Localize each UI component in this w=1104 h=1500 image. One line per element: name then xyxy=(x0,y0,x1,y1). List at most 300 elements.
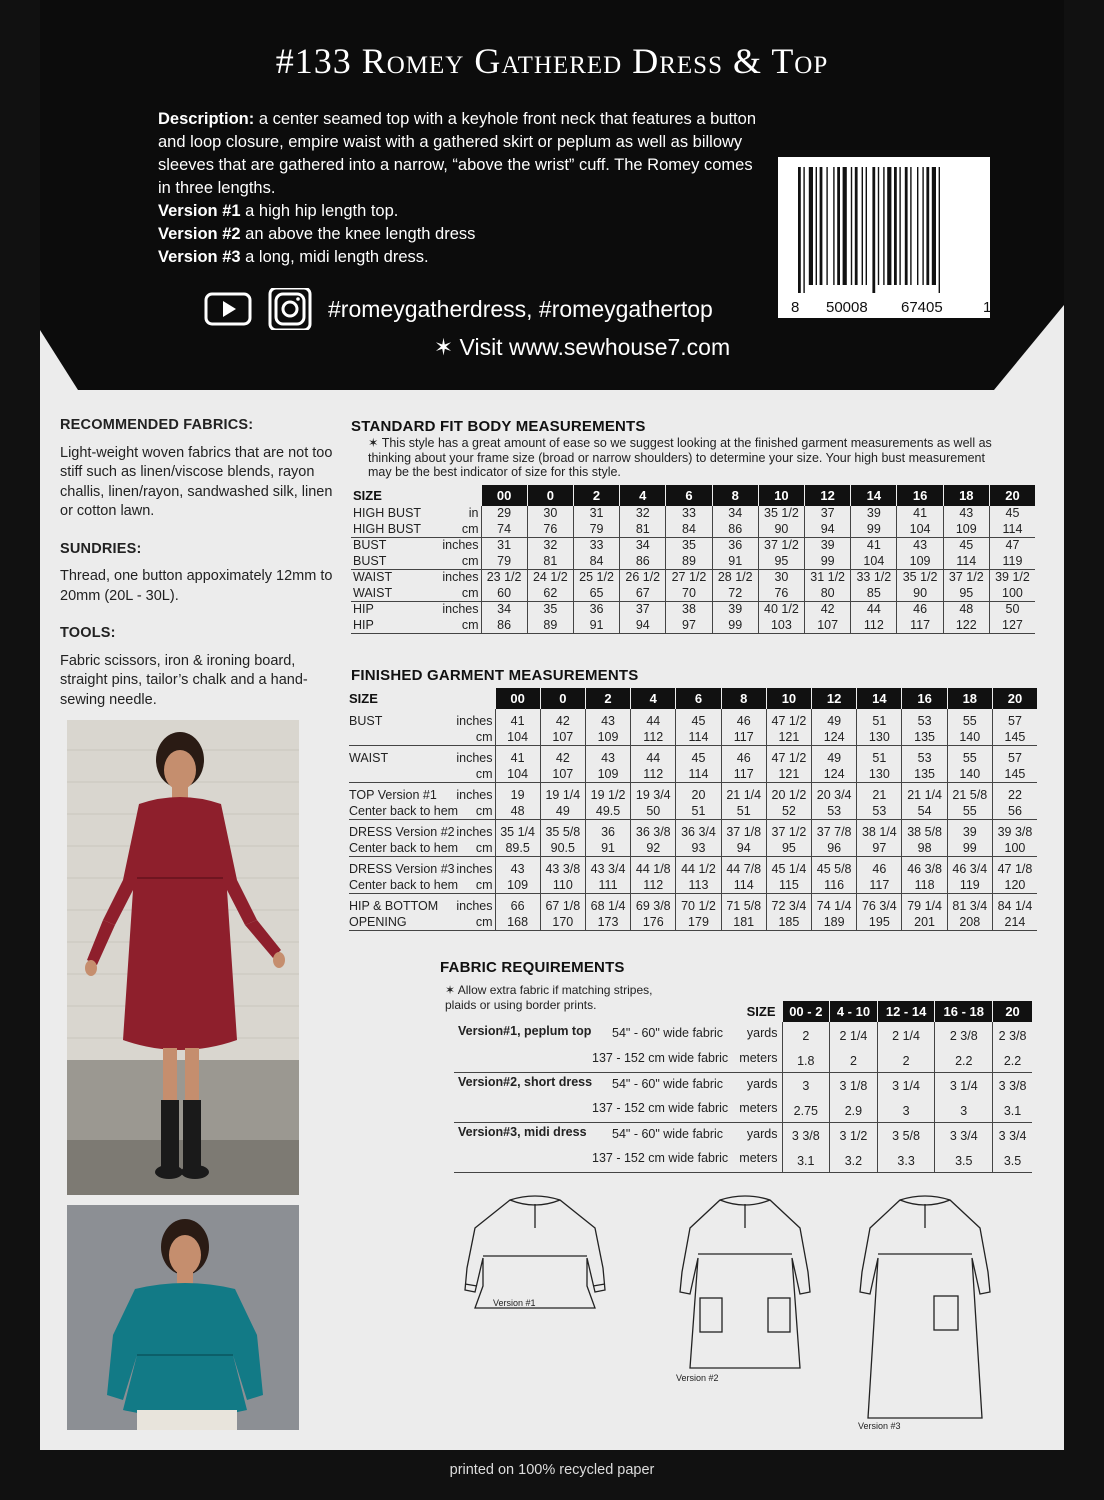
table-cell: 114 xyxy=(943,554,989,570)
table-cell: 109 xyxy=(495,878,540,894)
table-cell: 32 xyxy=(527,538,573,554)
row-label-text: HIGH BUST xyxy=(353,506,422,520)
table-cell: 29 xyxy=(481,506,527,522)
row-unit: cm xyxy=(475,840,493,855)
table-row xyxy=(351,522,1035,538)
barcode xyxy=(778,157,990,318)
table-cell: 19 1/4 xyxy=(540,783,585,804)
table-cell: 79 xyxy=(481,554,527,570)
barcode-bar xyxy=(932,167,936,285)
table-cell: 107 xyxy=(540,730,585,746)
row-label xyxy=(351,570,481,586)
table-cell: 44 xyxy=(631,746,676,767)
row-unit: inches xyxy=(456,825,493,839)
size-col-header: 00 xyxy=(495,688,540,709)
row-label-text: WAIST xyxy=(349,751,389,765)
row-unit: cm xyxy=(475,729,493,744)
table-cell: 2 xyxy=(877,1047,935,1072)
size-col-header: 6 xyxy=(676,688,721,709)
table-cell: 84 xyxy=(666,522,712,538)
sketch-label-v1: Version #1 xyxy=(493,1298,536,1308)
table-cell: 117 xyxy=(857,878,902,894)
table-cell: 35 5/8 xyxy=(540,820,585,841)
table-cell: 122 xyxy=(943,618,989,634)
table-row xyxy=(454,1147,1032,1172)
table-cell: 30 xyxy=(527,506,573,522)
header-panel xyxy=(40,0,1064,390)
row-label-text: WAIST xyxy=(353,585,393,600)
table-cell: 179 xyxy=(676,915,721,931)
table-cell: 21 xyxy=(857,783,902,804)
table-cell: 145 xyxy=(992,730,1037,746)
table-cell: 69 3/8 xyxy=(631,894,676,915)
table-cell: 95 xyxy=(758,554,804,570)
size-col-header: 18 xyxy=(947,688,992,709)
table-cell: 124 xyxy=(812,730,857,746)
sketch-version-2 xyxy=(680,1196,810,1368)
table-cell: 67 1/8 xyxy=(540,894,585,915)
row-label xyxy=(349,767,495,783)
table-cell: 31 xyxy=(481,538,527,554)
table-cell: 90 xyxy=(897,586,943,602)
size-header-label: SIZE xyxy=(349,690,378,706)
table-cell: 124 xyxy=(812,767,857,783)
size-col-header: 16 - 18 xyxy=(935,1001,993,1022)
sundries-text: Thread, one button appoximately 12mm to 20mm (20L - 30L). xyxy=(60,568,333,604)
barcode-bar xyxy=(872,167,875,293)
table-cell: 76 xyxy=(527,522,573,538)
table-row xyxy=(351,586,1035,602)
table-cell: 99 xyxy=(851,522,897,538)
table-cell: 53 xyxy=(902,709,947,730)
table-cell: 189 xyxy=(812,915,857,931)
table-cell: 79 1/4 xyxy=(902,894,947,915)
version-2-text: an above the knee length dress xyxy=(245,225,476,243)
barcode-digit-check: 1 xyxy=(983,299,992,316)
table-cell: 130 xyxy=(857,730,902,746)
table-cell: 36 3/4 xyxy=(676,820,721,841)
row-unit: inches xyxy=(442,570,479,584)
barcode-bar xyxy=(816,167,817,285)
table-cell: 97 xyxy=(666,618,712,634)
table-cell: 97 xyxy=(857,841,902,857)
sketch-version-1 xyxy=(465,1196,605,1308)
table-cell: 44 7/8 xyxy=(721,857,766,878)
fabric-width: 137 - 152 cm wide fabric xyxy=(592,1151,729,1165)
table-cell: 109 xyxy=(897,554,943,570)
tools-heading: TOOLS: xyxy=(60,625,116,641)
fabric-unit: yards xyxy=(746,1126,778,1141)
hashtags: #romeygatherdress, #romeygathertop xyxy=(328,295,713,322)
size-col-header: 14 xyxy=(851,485,897,506)
table-cell: 21 1/4 xyxy=(721,783,766,804)
row-label xyxy=(349,783,495,804)
version-3-label: Version #3 xyxy=(158,248,241,266)
table-cell: 99 xyxy=(712,618,758,634)
row-label-text: HIGH BUST xyxy=(353,521,422,536)
table-cell: 107 xyxy=(805,618,851,634)
table-cell: 24 1/2 xyxy=(527,570,573,586)
table-cell: 81 xyxy=(527,554,573,570)
table-cell: 26 1/2 xyxy=(620,570,666,586)
fabric-unit: yards xyxy=(746,1026,778,1040)
table-cell: 2 3/8 xyxy=(935,1022,993,1047)
fabric-width: 54" - 60" wide fabric xyxy=(612,1026,724,1040)
table-cell: 104 xyxy=(851,554,897,570)
table-cell: 39 xyxy=(851,506,897,522)
table-cell: 37 1/2 xyxy=(943,570,989,586)
barcode-bar xyxy=(826,167,827,285)
table-cell: 62 xyxy=(527,586,573,602)
row-label xyxy=(349,746,495,767)
table-cell: 96 xyxy=(812,841,857,857)
table-cell: 118 xyxy=(902,878,947,894)
table-cell: 47 1/8 xyxy=(992,857,1037,878)
table-cell: 111 xyxy=(585,878,630,894)
table-cell: 55 xyxy=(947,746,992,767)
size-col-header: 10 xyxy=(766,688,811,709)
table-cell: 46 xyxy=(721,746,766,767)
size-header-row xyxy=(351,485,1035,506)
table-cell: 119 xyxy=(947,878,992,894)
table-cell: 51 xyxy=(857,746,902,767)
row-unit: cm xyxy=(475,766,493,781)
size-col-header: 12 xyxy=(805,485,851,506)
table-cell: 100 xyxy=(989,586,1035,602)
table-cell: 20 1/2 xyxy=(766,783,811,804)
table-cell: 43 xyxy=(897,538,943,554)
table-cell: 181 xyxy=(721,915,766,931)
table-cell: 3 3/4 xyxy=(993,1122,1032,1147)
barcode-bar xyxy=(887,167,891,285)
table-cell: 130 xyxy=(857,767,902,783)
table-cell: 104 xyxy=(495,730,540,746)
size-col-header: 00 xyxy=(481,485,527,506)
table-cell: 40 1/2 xyxy=(758,602,804,618)
table-cell: 25 1/2 xyxy=(573,570,619,586)
table-cell: 43 3/4 xyxy=(585,857,630,878)
tools-text: Fabric scissors, iron & ironing board, straight pins, tailor’s chalk and a hand-sewing needle. xyxy=(60,652,308,708)
table-cell: 3 1/4 xyxy=(877,1072,935,1097)
table-cell: 34 xyxy=(481,602,527,618)
barcode-bar xyxy=(855,167,858,285)
table-cell: 117 xyxy=(897,618,943,634)
row-unit: cm xyxy=(461,521,479,536)
table-cell: 28 1/2 xyxy=(712,570,758,586)
fabric-unit: yards xyxy=(746,1076,778,1091)
barcode-bar xyxy=(820,167,823,285)
table-cell: 91 xyxy=(585,841,630,857)
table-cell: 135 xyxy=(902,767,947,783)
table-cell: 38 1/4 xyxy=(857,820,902,841)
table-cell: 76 xyxy=(758,586,804,602)
table-row xyxy=(349,841,1037,857)
table-cell: 112 xyxy=(851,618,897,634)
barcode-bar xyxy=(837,167,840,285)
table-cell: 168 xyxy=(495,915,540,931)
table-cell: 35 1/2 xyxy=(758,506,804,522)
size-col-header: 0 xyxy=(540,688,585,709)
barcode-digit-lead: 8 xyxy=(791,299,800,316)
table-cell: 2.2 xyxy=(993,1047,1032,1072)
table-cell: 1.8 xyxy=(782,1047,830,1072)
table-cell: 37 xyxy=(805,506,851,522)
table-cell: 37 7/8 xyxy=(812,820,857,841)
table-cell: 81 3/4 xyxy=(947,894,992,915)
table-cell: 2.75 xyxy=(782,1097,830,1122)
table-cell: 112 xyxy=(631,878,676,894)
version-label: Version#1, peplum top xyxy=(458,1024,592,1038)
footer: printed on 100% recycled paper xyxy=(0,1450,1104,1500)
row-unit: inches xyxy=(456,788,493,802)
table-cell: 37 xyxy=(620,602,666,618)
table-cell: 3.1 xyxy=(782,1147,830,1172)
table-cell: 42 xyxy=(805,602,851,618)
table-cell: 19 3/4 xyxy=(631,783,676,804)
size-header-row xyxy=(349,688,1037,709)
size-col-header: 8 xyxy=(712,485,758,506)
row-label-text: HIP xyxy=(353,602,374,616)
table-cell: 113 xyxy=(676,878,721,894)
table-cell: 46 3/4 xyxy=(947,857,992,878)
table-cell: 95 xyxy=(943,586,989,602)
table-cell: 114 xyxy=(676,767,721,783)
table-cell: 49 xyxy=(812,746,857,767)
table-row xyxy=(351,554,1035,570)
table-cell: 109 xyxy=(585,730,630,746)
row-label-text: DRESS Version #3 xyxy=(349,862,455,876)
table-cell: 43 xyxy=(943,506,989,522)
row-label xyxy=(351,618,481,634)
row-unit: inches xyxy=(442,538,479,552)
table-cell: 3.5 xyxy=(935,1147,993,1172)
table-cell: 170 xyxy=(540,915,585,931)
row-label xyxy=(454,1047,782,1072)
size-col-header: 10 xyxy=(758,485,804,506)
table-row xyxy=(454,1072,1032,1097)
table-cell: 39 xyxy=(712,602,758,618)
table-cell: 41 xyxy=(495,709,540,730)
table-cell: 53 xyxy=(902,746,947,767)
table-cell: 86 xyxy=(481,618,527,634)
table-cell: 36 3/8 xyxy=(631,820,676,841)
table-cell: 86 xyxy=(712,522,758,538)
description-text: a center seamed top with a keyhole front neck that features a button and loop closure, empire waist with a gathered skirt or peplum as well as billowy sleeves that are gathered into a narrow, “above the wrist” cuff. The Romey comes in three lengths. xyxy=(158,110,756,197)
barcode-digit-group-2: 67405 xyxy=(901,299,943,316)
fabric-unit: meters xyxy=(739,1051,778,1065)
table-cell: 19 1/2 xyxy=(585,783,630,804)
table-cell: 43 xyxy=(585,709,630,730)
table-cell: 65 xyxy=(573,586,619,602)
table-cell: 36 xyxy=(585,820,630,841)
table-cell: 33 1/2 xyxy=(851,570,897,586)
table-cell: 38 5/8 xyxy=(902,820,947,841)
table-cell: 45 1/4 xyxy=(766,857,811,878)
table-cell: 32 xyxy=(620,506,666,522)
table-cell: 91 xyxy=(573,618,619,634)
barcode-bar xyxy=(851,167,852,285)
row-label xyxy=(349,894,495,915)
table-cell: 37 1/2 xyxy=(758,538,804,554)
row-label xyxy=(349,841,495,857)
table-cell: 92 xyxy=(631,841,676,857)
table-cell: 3.1 xyxy=(993,1097,1032,1122)
row-unit: inches xyxy=(456,751,493,765)
top-photo xyxy=(67,1205,299,1430)
table-cell: 35 xyxy=(527,602,573,618)
row-label xyxy=(349,878,495,894)
table-cell: 89.5 xyxy=(495,841,540,857)
table-cell: 72 3/4 xyxy=(766,894,811,915)
barcode-bar xyxy=(798,167,801,293)
table-cell: 112 xyxy=(631,767,676,783)
website-link[interactable]: ✶ Visit www.sewhouse7.com xyxy=(433,334,731,360)
table-cell: 46 xyxy=(721,709,766,730)
table-cell: 100 xyxy=(992,841,1037,857)
table-cell: 86 xyxy=(620,554,666,570)
table-cell: 109 xyxy=(943,522,989,538)
table-cell: 89 xyxy=(527,618,573,634)
table-cell: 72 xyxy=(712,586,758,602)
table-cell: 85 xyxy=(851,586,897,602)
pattern-back-cover xyxy=(40,0,1064,1450)
table-cell: 3.5 xyxy=(993,1147,1032,1172)
sketch-label-v2: Version #2 xyxy=(676,1373,719,1383)
row-label xyxy=(454,1122,782,1147)
table-cell: 23 1/2 xyxy=(481,570,527,586)
table-cell: 176 xyxy=(631,915,676,931)
table-cell: 70 xyxy=(666,586,712,602)
table-cell: 51 xyxy=(721,804,766,820)
table-cell: 51 xyxy=(676,804,721,820)
table-cell: 90 xyxy=(758,522,804,538)
row-label-text: BUST xyxy=(353,553,387,568)
social-row xyxy=(204,288,713,330)
barcode-bars xyxy=(778,157,990,318)
size-col-header: 18 xyxy=(943,485,989,506)
table-cell: 117 xyxy=(721,767,766,783)
row-label xyxy=(351,554,481,570)
table-cell: 116 xyxy=(812,878,857,894)
table-cell: 3 1/2 xyxy=(830,1122,878,1147)
row-label xyxy=(351,506,481,522)
size-header-label: SIZE xyxy=(746,1003,776,1019)
table-cell: 22 xyxy=(992,783,1037,804)
size-col-header: 4 xyxy=(620,485,666,506)
size-col-header: 20 xyxy=(989,485,1035,506)
table-cell: 38 xyxy=(666,602,712,618)
description-label: Description: xyxy=(158,110,255,128)
table-cell: 3 3/8 xyxy=(993,1072,1032,1097)
table-cell: 49 xyxy=(812,709,857,730)
barcode-bar xyxy=(939,167,940,293)
table-cell: 121 xyxy=(766,730,811,746)
table-cell: 44 1/2 xyxy=(676,857,721,878)
table-cell: 43 xyxy=(495,857,540,878)
size-header-row xyxy=(454,1001,1032,1022)
table-cell: 3 3/8 xyxy=(782,1122,830,1147)
table-cell: 42 xyxy=(540,709,585,730)
barcode-bar xyxy=(843,167,847,285)
table-cell: 3 5/8 xyxy=(877,1122,935,1147)
barcode-bar xyxy=(917,167,918,285)
barcode-bar xyxy=(803,167,804,293)
table-cell: 39 xyxy=(805,538,851,554)
table-cell: 45 xyxy=(943,538,989,554)
row-label xyxy=(454,1147,782,1172)
finished-garment-title: FINISHED GARMENT MEASUREMENTS xyxy=(351,667,639,684)
table-cell: 33 xyxy=(666,506,712,522)
barcode-bar xyxy=(862,167,863,285)
table-cell: 208 xyxy=(947,915,992,931)
row-label xyxy=(351,538,481,554)
size-col-header: 20 xyxy=(993,1001,1032,1022)
row-label xyxy=(351,586,481,602)
table-cell: 80 xyxy=(805,586,851,602)
table-row xyxy=(454,1122,1032,1147)
table-cell: 140 xyxy=(947,730,992,746)
table-cell: 3 xyxy=(935,1097,993,1122)
fabric-unit: meters xyxy=(739,1101,778,1115)
table-cell: 46 xyxy=(897,602,943,618)
table-cell: 45 xyxy=(676,709,721,730)
fabric-unit: meters xyxy=(739,1151,778,1165)
table-row xyxy=(349,709,1037,730)
row-unit: cm xyxy=(461,617,479,632)
table-cell: 103 xyxy=(758,618,804,634)
row-unit: cm xyxy=(461,585,479,600)
table-cell: 110 xyxy=(540,878,585,894)
table-cell: 185 xyxy=(766,915,811,931)
table-cell: 46 3/8 xyxy=(902,857,947,878)
row-unit: inches xyxy=(456,862,493,876)
table-cell: 2 1/4 xyxy=(830,1022,878,1047)
table-cell: 94 xyxy=(721,841,766,857)
table-cell: 50 xyxy=(631,804,676,820)
table-cell: 33 xyxy=(573,538,619,554)
fabric-width: 54" - 60" wide fabric xyxy=(612,1076,724,1091)
size-col-header: 8 xyxy=(721,688,766,709)
table-cell: 121 xyxy=(766,767,811,783)
table-cell: 84 1/4 xyxy=(992,894,1037,915)
row-label xyxy=(349,804,495,820)
table-cell: 94 xyxy=(805,522,851,538)
table-row xyxy=(349,894,1037,915)
row-label xyxy=(349,857,495,878)
table-cell: 31 xyxy=(573,506,619,522)
table-cell: 2 xyxy=(782,1022,830,1047)
instagram-icon[interactable] xyxy=(266,288,314,330)
size-col-header: 2 xyxy=(585,688,630,709)
table-cell: 34 xyxy=(712,506,758,522)
barcode-bar xyxy=(910,167,911,285)
table-row xyxy=(351,506,1035,522)
fabric-width: 137 - 152 cm wide fabric xyxy=(592,1051,729,1065)
row-label xyxy=(349,730,495,746)
row-label-text: Center back to hem xyxy=(349,877,459,892)
table-row xyxy=(349,730,1037,746)
table-cell: 37 1/2 xyxy=(766,820,811,841)
table-cell: 195 xyxy=(857,915,902,931)
youtube-icon[interactable] xyxy=(204,288,252,330)
table-cell: 214 xyxy=(992,915,1037,931)
table-cell: 20 xyxy=(676,783,721,804)
fabric-requirements-title: FABRIC REQUIREMENTS xyxy=(440,959,625,976)
table-cell: 119 xyxy=(989,554,1035,570)
row-label xyxy=(454,1097,782,1122)
barcode-bar xyxy=(922,167,923,285)
table-cell: 21 5/8 xyxy=(947,783,992,804)
